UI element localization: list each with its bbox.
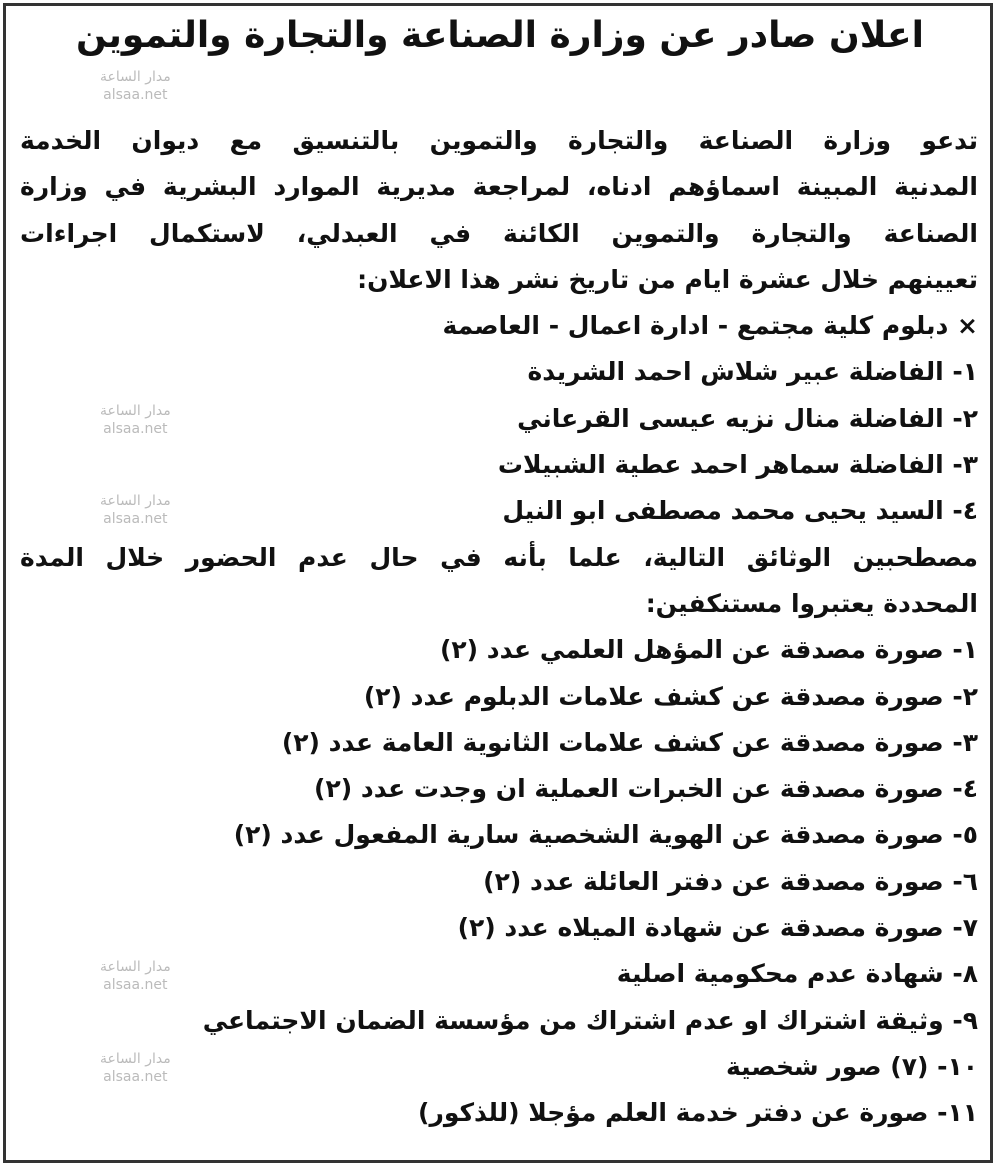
document-item: ٩- وثيقة اشتراك او عدم اشتراك من مؤسسة الضمان الاجتماعي xyxy=(202,1005,978,1035)
watermark-arabic: مدار الساعة xyxy=(100,1051,171,1067)
watermark xyxy=(100,1050,171,1086)
document-item: ٣- صورة مصدقة عن كشف علامات الثانوية العامة عدد (٢) xyxy=(281,727,978,757)
watermark-latin: alsaa.net xyxy=(103,1069,168,1085)
watermark-arabic: مدار الساعة xyxy=(100,69,171,85)
watermark xyxy=(100,402,171,438)
document-item: ٦- صورة مصدقة عن دفتر العائلة عدد (٢) xyxy=(483,866,978,896)
watermark-arabic: مدار الساعة xyxy=(100,403,171,419)
intro-line: تعيينهم خلال عشرة ايام من تاريخ نشر هذا الاعلان: xyxy=(357,264,978,294)
candidate-item: ٤- السيد يحيى محمد مصطفى ابو النيل xyxy=(502,496,978,526)
watermark-latin: alsaa.net xyxy=(103,511,168,527)
watermark-latin: alsaa.net xyxy=(103,421,168,437)
watermark-latin: alsaa.net xyxy=(103,977,168,993)
document-item: ٨- شهادة عدم محكومية اصلية xyxy=(616,959,978,989)
watermark xyxy=(100,492,171,528)
document-item: ٧- صورة مصدقة عن شهادة الميلاه عدد (٢) xyxy=(457,913,978,943)
notice-line: المحددة يعتبروا مستنكفين: xyxy=(645,588,978,618)
candidate-item: ١- الفاضلة عبير شلاش احمد الشريدة xyxy=(527,357,978,387)
candidate-item: ٣- الفاضلة سماهر احمد عطية الشبيلات xyxy=(497,450,978,480)
watermark-latin: alsaa.net xyxy=(103,87,168,103)
document-item: ١- صورة مصدقة عن المؤهل العلمي عدد (٢) xyxy=(439,635,978,665)
watermark-arabic: مدار الساعة xyxy=(100,959,171,975)
watermark xyxy=(100,958,171,994)
page-title: اعلان صادر عن وزارة الصناعة والتجارة والتموين xyxy=(76,15,924,56)
document-item: ٢- صورة مصدقة عن كشف علامات الدبلوم عدد (٢) xyxy=(363,681,978,711)
category-line: × دبلوم كلية مجتمع - ادارة اعمال - العاصمة xyxy=(442,311,978,341)
document-item: ٤- صورة مصدقة عن الخبرات العملية ان وجدت عدد (٢) xyxy=(314,774,978,804)
notice-line: مصطحبين الوثائق التالية، علما بأنه في حال عدم الحضور خلال المدة xyxy=(20,542,978,572)
intro-line: المدنية المبينة اسماؤهم ادناه، لمراجعة مديرية الموارد البشرية في وزارة xyxy=(20,172,978,202)
document-item: ١٠- (٧) صور شخصية xyxy=(726,1051,978,1081)
intro-line: تدعو وزارة الصناعة والتجارة والتموين بالتنسيق مع ديوان الخدمة xyxy=(20,126,978,155)
document-item: ٥- صورة مصدقة عن الهوية الشخصية سارية المفعول عدد (٢) xyxy=(233,820,978,850)
document-item: ١١- صورة عن دفتر خدمة العلم مؤجلا (للذكور) xyxy=(418,1098,978,1128)
watermark xyxy=(100,68,171,104)
intro-line: الصناعة والتجارة والتموين الكائنة في العبدلي، لاستكمال اجراءات xyxy=(20,218,978,248)
candidate-item: ٢- الفاضلة منال نزيه عيسى القرعاني xyxy=(517,403,978,433)
watermark-arabic: مدار الساعة xyxy=(100,493,171,509)
